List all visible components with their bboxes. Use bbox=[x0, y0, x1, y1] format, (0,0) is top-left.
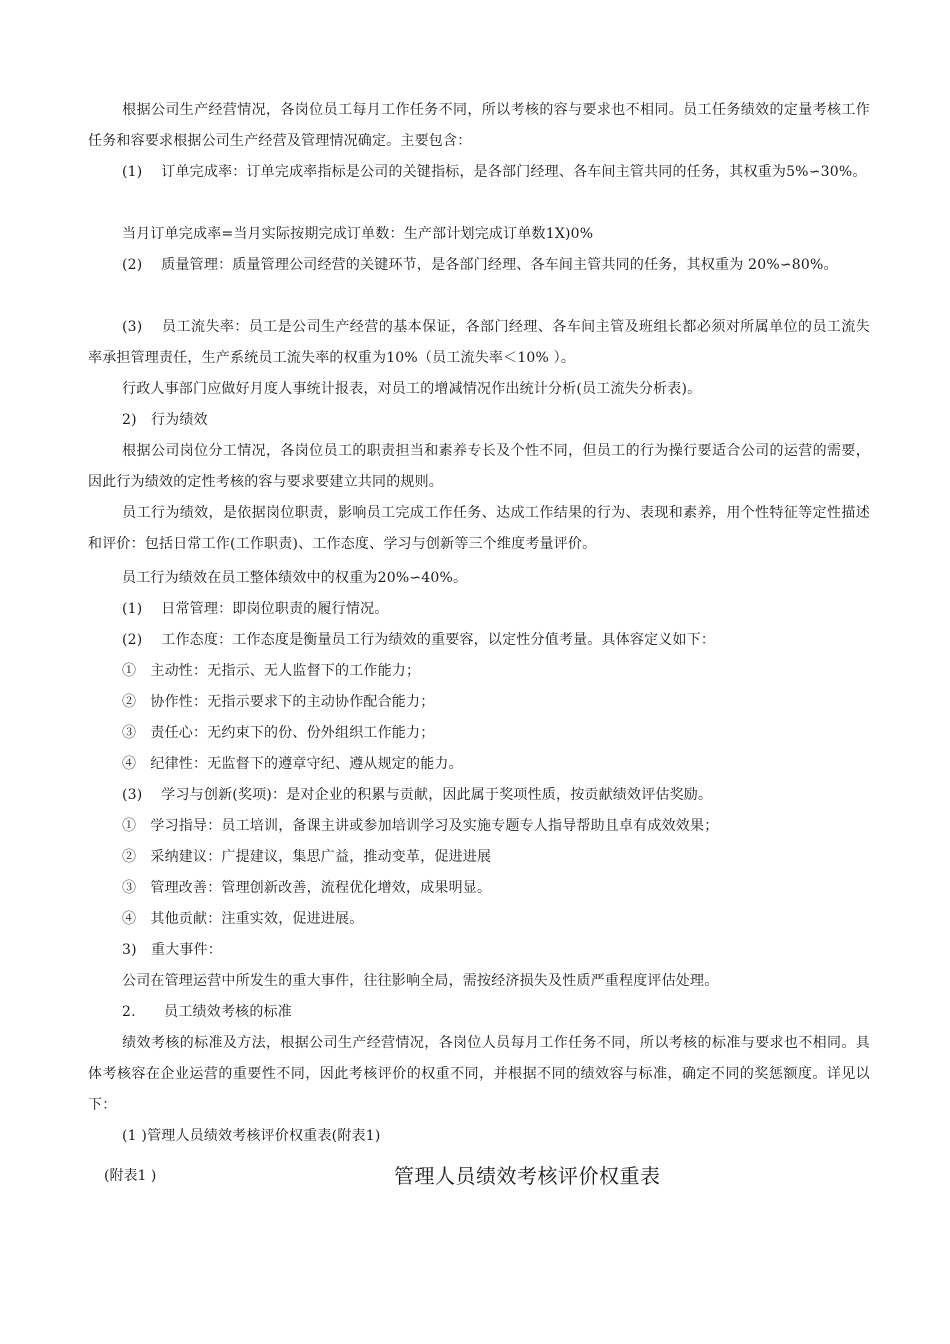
reference-attachment-1: (1 )管理人员绩效考核评价权重表(附表1) bbox=[122, 1128, 381, 1144]
heading-assessment-standards: 2. 员工绩效考核的标准 bbox=[122, 1004, 292, 1020]
item-learning-guidance: ① 学习指导：员工培训，备课主讲或参加培训学习及实施专题专人指导帮助且卓有成效效果； bbox=[122, 818, 719, 834]
item-initiative: ① 主动性：无指示、无人监督下的工作能力； bbox=[122, 663, 421, 679]
item-management-improvement: ③ 管理改善：管理创新改善，流程优化增效，成果明显。 bbox=[122, 880, 492, 896]
item-other-contributions: ④ 其他贡献：注重实效，促进进展。 bbox=[122, 911, 364, 927]
paragraph-behavior-rules: 根据公司岗位分工情况，各岗位员工的职责担当和素养专长及个性不同，但员工的行为操行要适合公司的运营的需要，因此行为绩效的定性考核的容与要求要建立共同的规则。 bbox=[88, 443, 870, 490]
paragraph-assessment-standards: 绩效考核的标准及方法，根据公司生产经营情况，各岗位人员每月工作任务不同，所以考核的标准与要求也不相同。具体考核容在企业运营的重要性不同，因此考核评价的权重不同，并根据不同的绩效容与标准，确定不同的奖惩额度。详见以下： bbox=[88, 1035, 870, 1113]
item-adopted-suggestions: ② 采纳建议：广提建议，集思广益，推动变革，促进进展 bbox=[122, 849, 492, 865]
paragraph-behavior-definition: 员工行为绩效，是依据岗位职责，影响员工完成工作任务、达成工作结果的行为、表现和素养，用个性特征等定性描述和评价：包括日常工作(工作职责)、工作态度、学习与创新等三个维度考量评价。 bbox=[88, 505, 870, 552]
paragraph-order-completion: (1) 订单完成率：订单完成率指标是公司的关键指标，是各部门经理、各车间主管共同的任务，其权重为5%∽30%。 bbox=[122, 164, 867, 180]
heading-major-events: 3) 重大事件： bbox=[122, 942, 222, 958]
table-title: 管理人员绩效考核评价权重表 bbox=[394, 1164, 661, 1188]
item-responsibility: ③ 责任心：无约束下的份、份外组织工作能力； bbox=[122, 725, 435, 741]
item-discipline: ④ 纪律性：无监督下的遵章守纪、遵从规定的能力。 bbox=[122, 756, 463, 772]
paragraph-quality-management: (2) 质量管理：质量管理公司经营的关键环节，是各部门经理、各车间主管共同的任务，其权重为 20%∽80%。 bbox=[122, 257, 838, 273]
paragraph-major-events: 公司在管理运营中所发生的重大事件，往往影响全局，需按经济损失及性质严重程度评估处理。 bbox=[122, 973, 719, 989]
item-work-attitude: (2) 工作态度：工作态度是衡量员工行为绩效的重要容，以定性分值考量。具体容定义如下： bbox=[122, 632, 716, 648]
paragraph-hr-statistics: 行政人事部门应做好月度人事统计报表，对员工的增减情况作出统计分析(员工流失分析表)。 bbox=[122, 381, 702, 397]
paragraph-task-performance: 根据公司生产经营情况，各岗位员工每月工作任务不同，所以考核的容与要求也不相同。员工任务绩效的定量考核工作任务和容要求根据公司生产经营及管理情况确定。主要包含： bbox=[88, 102, 870, 149]
attachment-label: (附表1 ) bbox=[104, 1168, 157, 1184]
heading-behavior-performance: 2) 行为绩效 bbox=[122, 412, 208, 428]
item-learning-innovation: (3) 学习与创新(奖项)：是对企业的积累与贡献，因此属于奖项性质，按贡献绩效评估奖励。 bbox=[122, 787, 713, 803]
paragraph-staff-turnover: (3) 员工流失率：员工是公司生产经营的基本保证，各部门经理、各车间主管及班组长都必须对所属单位的员工流失率承担管理责任，生产系统员工流失率的权重为10%（员工流失率＜10% ）。 bbox=[88, 319, 870, 366]
formula-order-completion: 当月订单完成率=当月实际按期完成订单数：生产部计划完成订单数1X)0% bbox=[122, 226, 594, 242]
item-cooperation: ② 协作性：无指示要求下的主动协作配合能力； bbox=[122, 694, 435, 710]
item-daily-management: (1) 日常管理：即岗位职责的履行情况。 bbox=[122, 601, 389, 617]
paragraph-behavior-weight: 员工行为绩效在员工整体绩效中的权重为20%∽40%。 bbox=[122, 570, 468, 586]
